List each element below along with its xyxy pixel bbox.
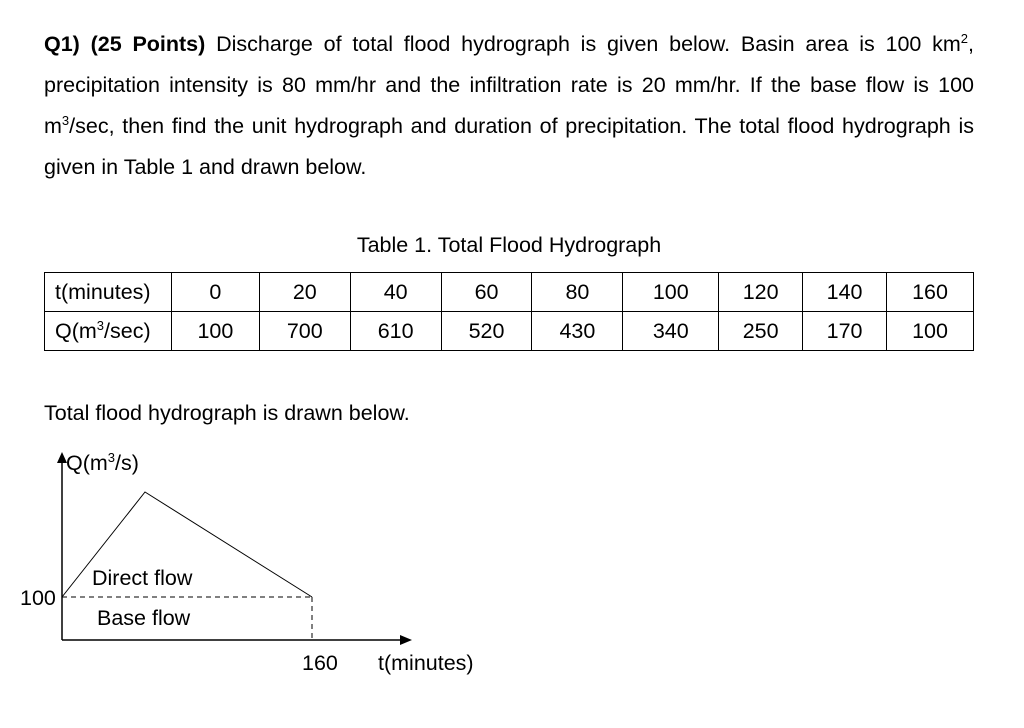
question-text-part-3: /sec, then find the unit hydrograph and duration of precipitation. The total flood hydrograph is given in Table 1 and drawn below.: [44, 114, 974, 179]
hydrograph-table: [44, 272, 974, 351]
discharge-header-pre: Q(m: [55, 318, 97, 343]
discharge-header: [45, 312, 172, 351]
discharge-header-sup: 3: [96, 317, 105, 333]
discharge-cell: 430: [532, 312, 623, 351]
discharge-cell: 700: [259, 312, 350, 351]
discharge-cell: 250: [719, 312, 803, 351]
x-axis-arrowhead: [400, 635, 412, 645]
x-axis-label: t(minutes): [378, 651, 474, 675]
question-label: Q1) (25 Points): [44, 32, 206, 56]
table-caption: Table 1. Total Flood Hydrograph: [356, 233, 662, 257]
discharge-cell: 340: [623, 312, 719, 351]
time-header: t(minutes): [45, 273, 172, 312]
question-sup-1: 2: [960, 31, 969, 46]
question-text: [44, 24, 974, 188]
question-text-part-2: , precipitation intensity is 80 mm/hr and the infiltration rate is 20 mm/hr. If the base flow is 100 m: [44, 32, 975, 138]
discharge-cell: 100: [171, 312, 259, 351]
base-flow-label: Base flow: [97, 606, 191, 630]
table-row-time: [45, 273, 974, 312]
question-text-part-1: Discharge of total flood hydrograph is given below. Basin area is 100 km: [205, 32, 961, 56]
question-sup-2: 3: [61, 113, 70, 128]
time-cell: 140: [803, 273, 887, 312]
discharge-cell: 610: [350, 312, 441, 351]
direct-flow-label: Direct flow: [92, 566, 193, 590]
discharge-cell: 100: [887, 312, 974, 351]
table-row-discharge: [45, 312, 974, 351]
graph-subtitle: Total flood hydrograph is drawn below.: [44, 401, 410, 425]
y-axis-label: $Q(m^3/s)$: [66, 450, 139, 475]
time-cell: 60: [441, 273, 532, 312]
time-cell: 100: [623, 273, 719, 312]
x-tick-label: 160: [302, 651, 338, 675]
hydrograph-sketch: [0, 440, 520, 720]
discharge-cell: 520: [441, 312, 532, 351]
time-cell: 0: [171, 273, 259, 312]
time-cell: 20: [259, 273, 350, 312]
discharge-header-post: /sec): [104, 318, 151, 343]
time-cell: 120: [719, 273, 803, 312]
y-tick-label: 100: [20, 586, 56, 610]
discharge-cell: 170: [803, 312, 887, 351]
time-cell: 160: [887, 273, 974, 312]
time-cell: 80: [532, 273, 623, 312]
time-cell: 40: [350, 273, 441, 312]
